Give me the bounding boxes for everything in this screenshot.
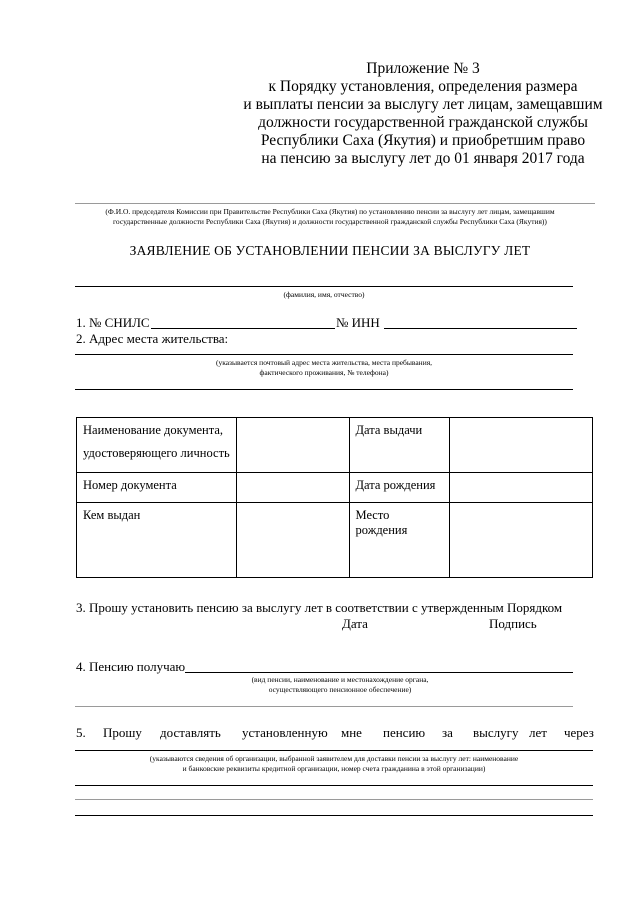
delivery-word: лет xyxy=(529,725,547,740)
delivery-word: Прошу xyxy=(103,725,142,740)
commission-note-line: (Ф.И.О. председателя Комиссии при Правительстве Республики Саха (Якутия) по установлению пенсии за выслугу лет лицам, замещавшим xyxy=(105,207,555,216)
fio-field-line[interactable] xyxy=(75,286,573,287)
snils-label: 1. № СНИЛС xyxy=(76,315,150,330)
delivery-word: 5. xyxy=(76,725,86,740)
appendix-line: к Порядку установления, определения размера xyxy=(268,78,578,95)
delivery-word: мне xyxy=(341,725,362,740)
commission-note xyxy=(60,207,600,227)
table-row xyxy=(77,503,593,578)
doc-name-label-cell xyxy=(77,418,237,473)
pension-caption-line: (вид пенсии, наименование и местонахождение органа, xyxy=(251,675,429,684)
appendix-line: и выплаты пенсии за выслугу лет лицам, замещавшим xyxy=(243,96,603,113)
inn-label: № ИНН xyxy=(336,315,380,330)
pension-caption-line: осуществляющего пенсионное обеспечение) xyxy=(268,685,412,694)
doc-name-label: удостоверяющего личность xyxy=(83,446,230,460)
appendix-header xyxy=(236,60,610,168)
pension-caption xyxy=(185,675,495,695)
birth-place-value-cell[interactable] xyxy=(450,503,593,578)
inn-field-line[interactable] xyxy=(384,328,577,329)
birth-place-label: Место рождения xyxy=(349,503,450,578)
issued-by-value-cell[interactable] xyxy=(236,503,349,578)
delivery-field-line-2[interactable] xyxy=(75,785,593,786)
address-caption-line: фактического проживания, № телефона) xyxy=(259,368,389,377)
delivery-word: выслугу xyxy=(473,725,519,740)
address-field-line[interactable] xyxy=(75,354,573,355)
address-caption-line: (указывается почтовый адрес места жительства, места пребывания, xyxy=(215,358,433,367)
issued-by-label: Кем выдан xyxy=(77,503,237,578)
appendix-line: Республики Саха (Якутия) и приобретшим право xyxy=(260,132,586,149)
table-row xyxy=(77,473,593,503)
address-label: 2. Адрес места жительства: xyxy=(76,331,229,346)
pension-received-field-line[interactable] xyxy=(185,672,573,673)
appendix-line: на пенсию за выслугу лет до 01 января 2017 года xyxy=(261,150,585,167)
delivery-word: через xyxy=(564,725,594,740)
delivery-field-line-4[interactable] xyxy=(75,815,593,816)
date-label: Дата xyxy=(342,616,368,631)
doc-number-value-cell[interactable] xyxy=(236,473,349,503)
delivery-caption-line: (указываются сведения об организации, выбранной заявителем для доставки пенсии за выслугу лет: наименование xyxy=(149,754,519,763)
pension-received-field-line-2[interactable] xyxy=(75,706,573,707)
appendix-line: Приложение № 3 xyxy=(366,60,480,77)
snils-field-line[interactable] xyxy=(151,328,335,329)
application-title: ЗАЯВЛЕНИЕ ОБ УСТАНОВЛЕНИИ ПЕНСИИ ЗА ВЫСЛУГУ ЛЕТ xyxy=(129,243,531,258)
delivery-field-line[interactable] xyxy=(75,750,593,751)
delivery-word: за xyxy=(442,725,453,740)
fio-caption: (фамилия, имя, отчество) xyxy=(283,290,365,299)
delivery-word: пенсию xyxy=(383,725,426,740)
birth-date-value-cell[interactable] xyxy=(450,473,593,503)
delivery-caption xyxy=(75,754,593,774)
commission-chair-line[interactable] xyxy=(75,203,595,204)
identity-document-table xyxy=(76,417,593,578)
appendix-line: должности государственной гражданской службы xyxy=(258,114,588,131)
pension-received-label: 4. Пенсию получаю xyxy=(76,659,186,674)
birth-date-label: Дата рождения xyxy=(349,473,450,503)
request-text: 3. Прошу установить пенсию за выслугу лет в соответствии с утвержденным Порядком xyxy=(76,600,563,615)
issue-date-value-cell[interactable] xyxy=(450,418,593,473)
delivery-word: доставлять xyxy=(160,725,221,740)
table-row xyxy=(77,418,593,473)
address-caption xyxy=(75,358,573,378)
commission-note-line: государственные должности Республики Саха (Якутия) и должности государственной гражданской службы Республики Саха (Якутия)) xyxy=(113,217,547,226)
signature-label: Подпись xyxy=(489,616,537,631)
doc-name-label: Наименование документа, xyxy=(83,423,224,437)
delivery-word: установленную xyxy=(242,725,328,740)
delivery-field-line-3[interactable] xyxy=(75,799,593,800)
issue-date-label: Дата выдачи xyxy=(349,418,450,473)
address-field-line-2[interactable] xyxy=(75,389,573,390)
delivery-caption-line: и банковские реквизиты кредитной организации, номер счета гражданина в этой организации) xyxy=(182,764,486,773)
doc-number-label: Номер документа xyxy=(77,473,237,503)
doc-name-value-cell[interactable] xyxy=(236,418,349,473)
